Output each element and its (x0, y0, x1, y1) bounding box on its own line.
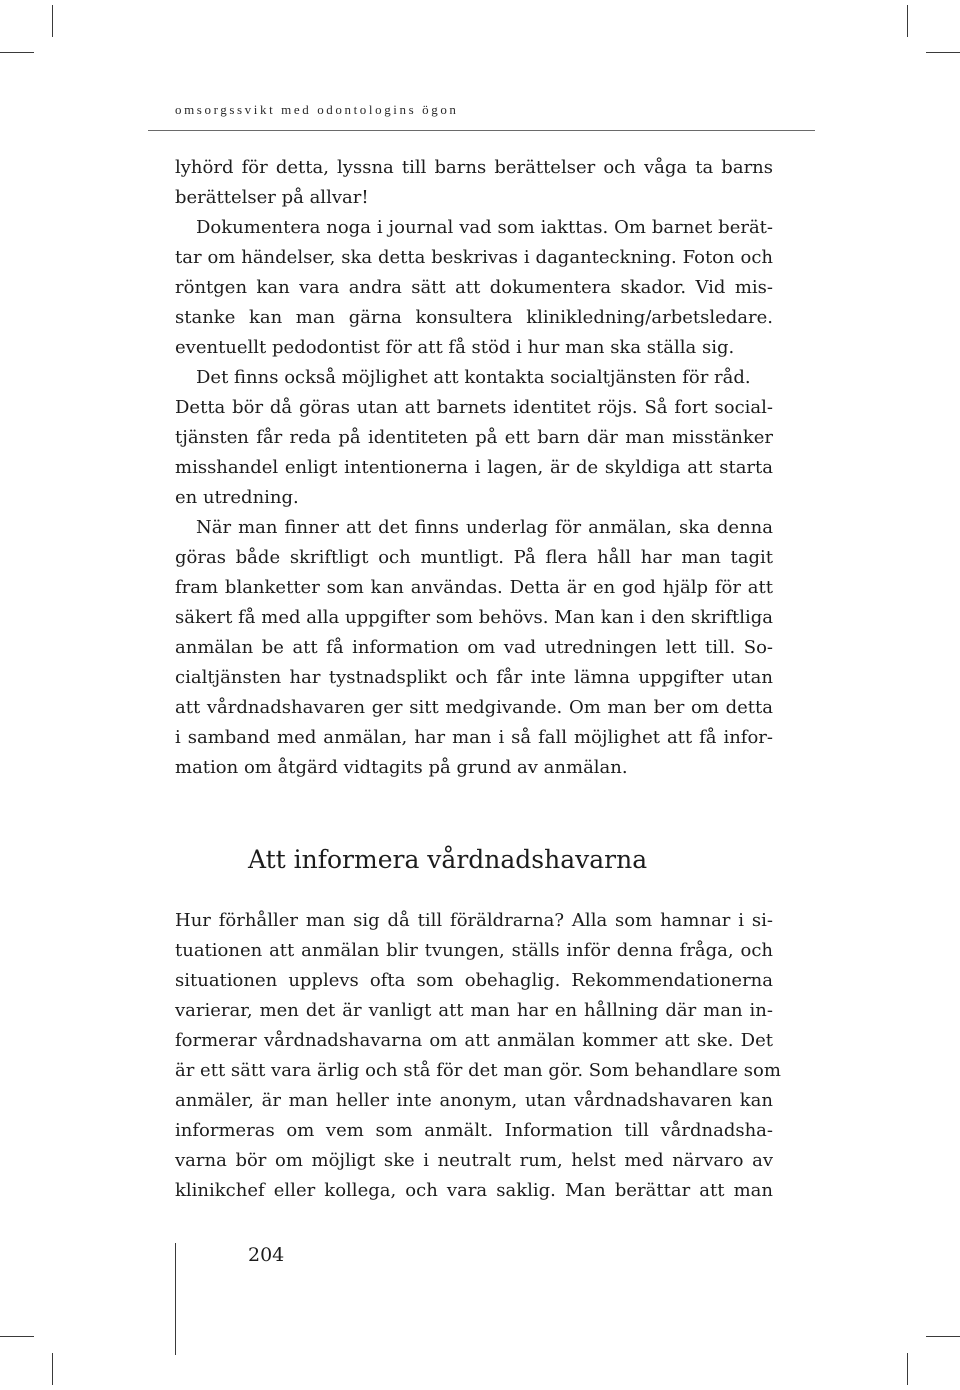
crop-mark-top-right-horizontal (926, 52, 960, 53)
text-line: berättelser på allvar! (175, 187, 369, 208)
text-line: göras både skriftligt och muntligt. På flera håll har man tagit (175, 547, 773, 568)
text-line: är ett sätt vara ärlig och stå för det man gör. Som behandlare som (175, 1060, 781, 1081)
text-line: tar om händelser, ska detta beskrivas i daganteckning. Foton och (175, 247, 773, 268)
text-line: varierar, men det är vanligt att man har en hållning där man in- (175, 1000, 773, 1021)
text-line: tjänsten får reda på identiteten på ett barn där man misstänker (175, 427, 773, 448)
text-line: röntgen kan vara andra sätt att dokumentera skador. Vid mis- (175, 277, 773, 298)
text-line: säkert få med alla uppgifter som behövs. Man kan i den skriftliga (175, 607, 773, 628)
text-line: lyhörd för detta, lyssna till barns berättelser och våga ta barns (175, 157, 773, 178)
running-head: omsorgssvikt med odontologins ögon (175, 102, 459, 117)
crop-mark-top-right-vertical (907, 5, 908, 37)
folio-rule (175, 1243, 176, 1355)
page-number: 204 (248, 1244, 285, 1266)
text-line: situationen upplevs ofta som obehaglig. Rekommendationerna (175, 970, 773, 991)
text-line: När man finner att det finns underlag för anmälan, ska denna (196, 517, 773, 538)
crop-mark-top-left-vertical (52, 5, 53, 37)
crop-mark-bottom-left-horizontal (0, 1336, 34, 1337)
text-line: Detta bör då göras utan att barnets identitet röjs. Så fort social- (175, 397, 773, 418)
text-line: i samband med anmälan, har man i så fall möjlighet att få infor- (175, 727, 773, 748)
text-line: eventuellt pedodontist för att få stöd i hur man ska ställa sig. (175, 337, 735, 358)
text-line: klinikchef eller kollega, och vara saklig. Man berättar att man (175, 1180, 773, 1201)
text-line: fram blanketter som kan användas. Detta är en god hjälp för att (175, 577, 773, 598)
section-heading: Att informera vårdnadshavarna (248, 845, 648, 874)
text-line: Hur förhåller man sig då till föräldrarna? Alla som hamnar i si- (175, 910, 773, 931)
text-line: cialtjänsten har tystnadsplikt och får inte lämna uppgifter utan (175, 667, 773, 688)
text-line: anmäler, är man heller inte anonym, utan vårdnadshavaren kan (175, 1090, 773, 1111)
text-line: en utredning. (175, 487, 299, 508)
text-line: mation om åtgärd vidtagits på grund av anmälan. (175, 757, 628, 778)
text-line: formerar vårdnadshavarna om att anmälan kommer att ske. Det (175, 1030, 773, 1051)
crop-mark-top-left-horizontal (0, 52, 34, 53)
crop-mark-bottom-left-vertical (52, 1353, 53, 1385)
text-line: tuationen att anmälan blir tvungen, ställs inför denna fråga, och (175, 940, 773, 961)
text-line: stanke kan man gärna konsultera klinikledning/arbetsledare. (175, 307, 773, 328)
text-line: informeras om vem som anmält. Information till vårdnadsha- (175, 1120, 773, 1141)
text-line: att vårdnadshavaren ger sitt medgivande. Om man ber om detta (175, 697, 773, 718)
text-line: misshandel enligt intentionerna i lagen, är de skyldiga att starta (175, 457, 773, 478)
text-line: anmälan be att få information om vad utredningen lett till. So- (175, 637, 773, 658)
crop-mark-bottom-right-horizontal (926, 1336, 960, 1337)
crop-mark-bottom-right-vertical (907, 1353, 908, 1385)
text-line: Dokumentera noga i journal vad som iakttas. Om barnet berät- (196, 217, 773, 238)
text-line: Det finns också möjlighet att kontakta socialtjänsten för råd. (196, 367, 751, 388)
header-rule (148, 130, 815, 131)
text-line: varna bör om möjligt ske i neutralt rum, helst med närvaro av (175, 1150, 773, 1171)
